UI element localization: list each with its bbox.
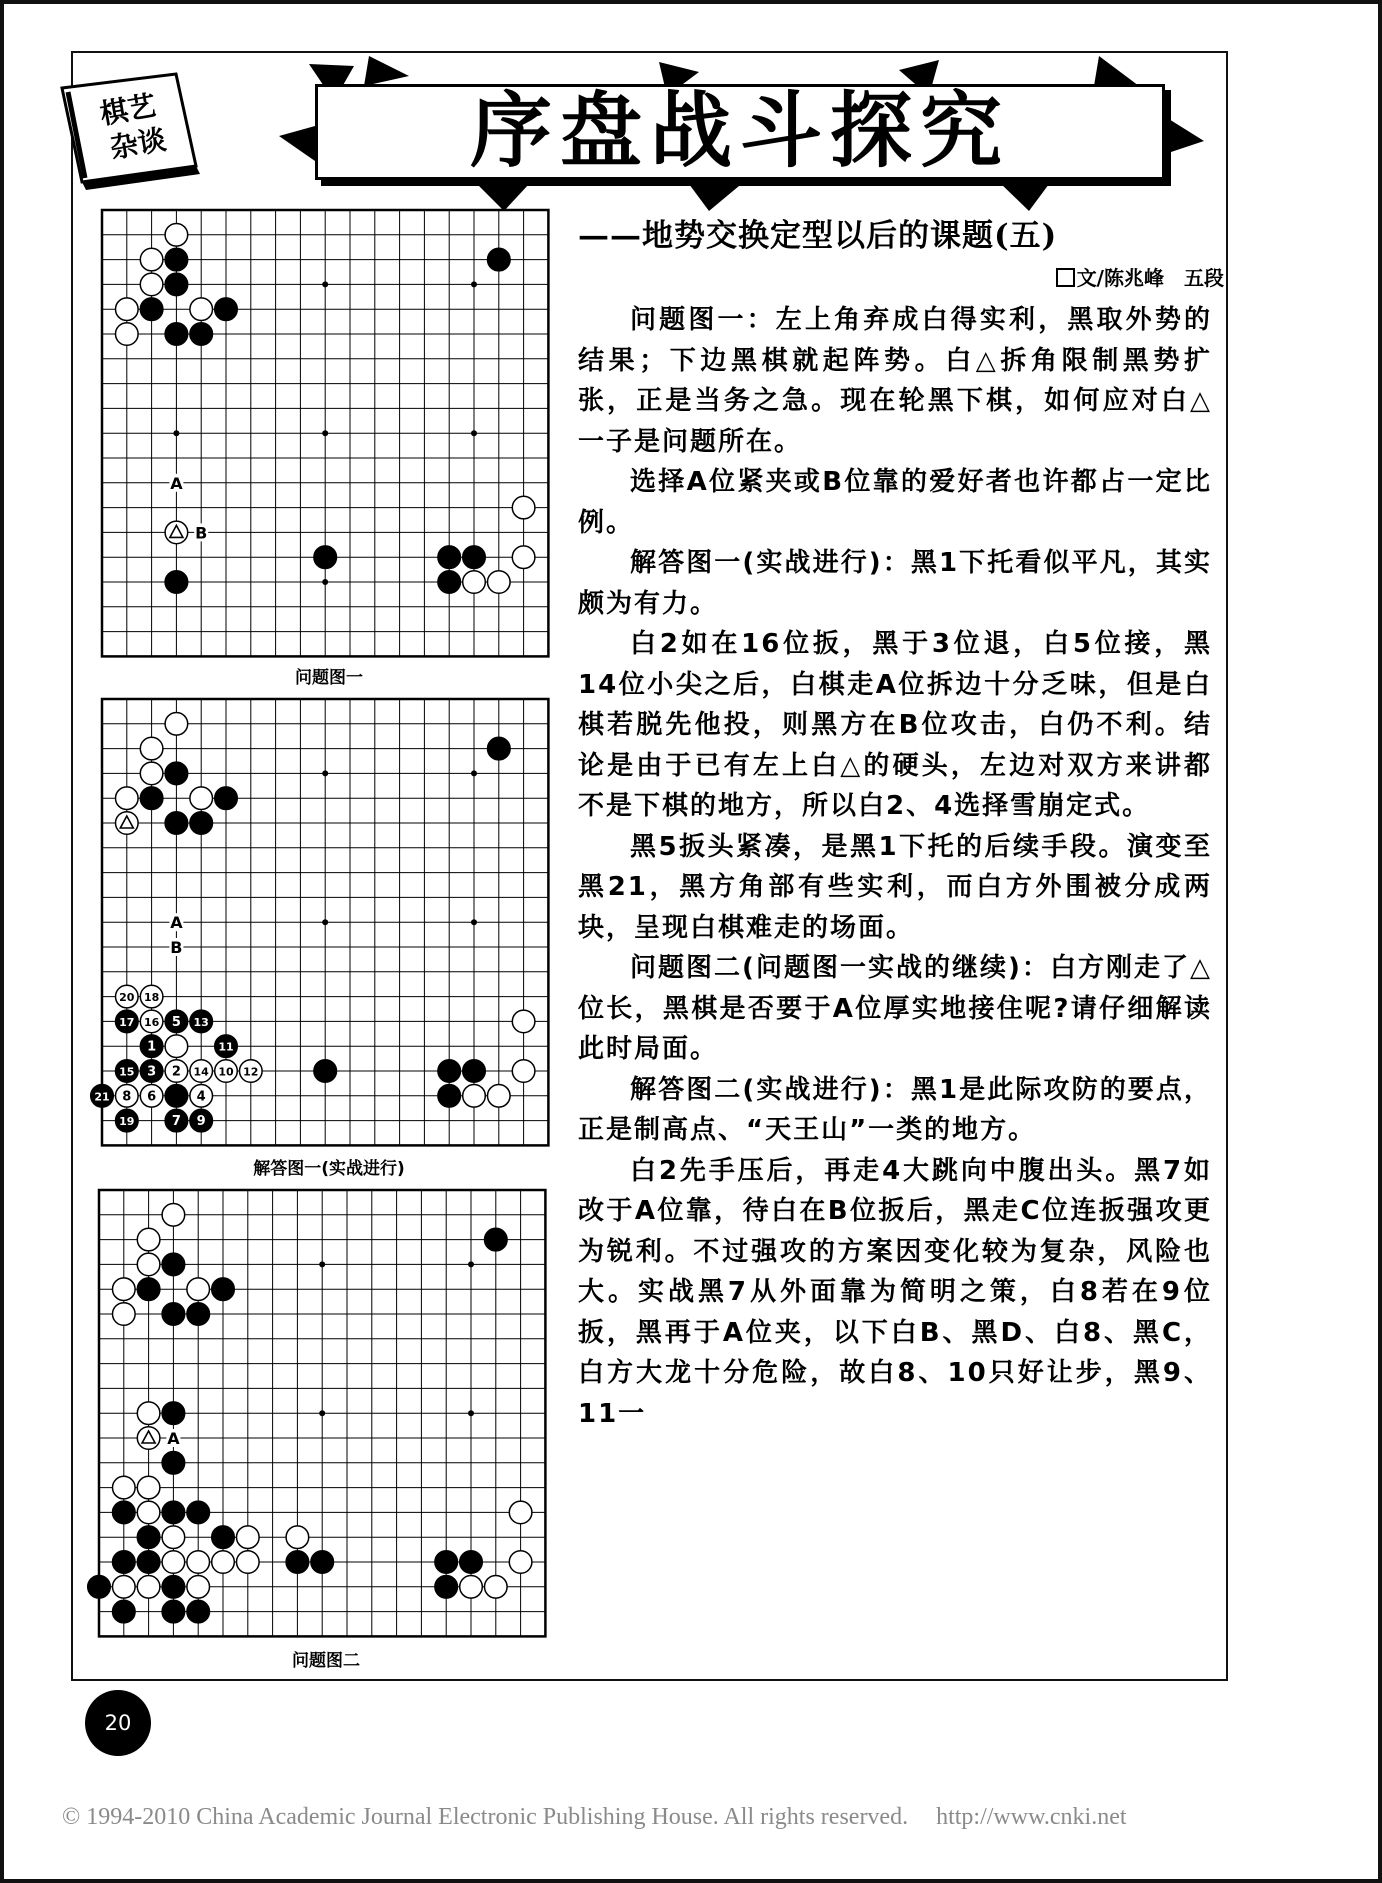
black-stone xyxy=(485,1228,508,1251)
star-point xyxy=(322,770,328,776)
move-number: 2 xyxy=(171,1064,181,1080)
article-paragraph: 选择A位紧夹或B位靠的爱好者也许都占一定比例。 xyxy=(578,467,1212,538)
move-number: 8 xyxy=(122,1089,132,1105)
black-stone xyxy=(438,1085,461,1108)
white-stone xyxy=(187,1551,210,1574)
star-point xyxy=(322,579,328,585)
black-stone xyxy=(187,1501,210,1524)
black-stone xyxy=(314,1060,337,1083)
move-number: 10 xyxy=(218,1065,234,1079)
black-stone xyxy=(187,1303,210,1326)
white-stone xyxy=(509,1551,532,1574)
point-label: B xyxy=(170,938,183,957)
white-stone xyxy=(137,1576,160,1599)
black-stone xyxy=(435,1576,458,1599)
white-stone xyxy=(187,1576,210,1599)
black-stone xyxy=(438,1060,461,1083)
white-stone xyxy=(460,1576,483,1599)
move-number: 9 xyxy=(196,1114,206,1130)
black-stone xyxy=(311,1551,334,1574)
black-stone xyxy=(162,1402,185,1425)
move-number: 14 xyxy=(193,1065,209,1079)
title-banner xyxy=(279,56,1209,211)
move-number: 18 xyxy=(143,991,160,1005)
white-stone xyxy=(140,273,163,296)
white-stone xyxy=(116,323,139,346)
move-number: 5 xyxy=(171,1014,181,1030)
white-stone xyxy=(488,571,511,594)
star-point xyxy=(471,430,477,436)
black-stone xyxy=(162,1501,185,1524)
white-stone xyxy=(140,248,163,271)
white-stone xyxy=(116,298,139,321)
black-stone xyxy=(165,248,188,271)
black-stone xyxy=(162,1452,185,1475)
board-caption-2: 解答图一(实战进行) xyxy=(253,1159,405,1179)
byline xyxy=(1014,262,1224,291)
white-stone xyxy=(212,1551,235,1574)
black-stone xyxy=(137,1278,160,1301)
black-stone xyxy=(140,787,163,810)
star-point xyxy=(322,430,328,436)
move-number: 20 xyxy=(119,991,135,1005)
star-point xyxy=(319,1410,325,1416)
go-board-1 xyxy=(99,207,559,662)
article-paragraph: 解答图一(实战进行)：黑1下托看似平凡，其实颇为有力。 xyxy=(578,548,1212,619)
white-stone xyxy=(137,1228,160,1251)
move-number: 12 xyxy=(243,1065,259,1079)
white-stone xyxy=(137,1501,160,1524)
black-stone xyxy=(212,1278,235,1301)
star-point xyxy=(468,1261,474,1267)
subtitle: ——地势交换定型以后的课题(五) xyxy=(578,218,1058,254)
star-point xyxy=(471,919,477,925)
white-stone xyxy=(237,1526,260,1549)
black-stone xyxy=(463,546,486,569)
white-stone xyxy=(488,1085,511,1108)
board-caption-3: 问题图二 xyxy=(292,1651,360,1671)
black-stone xyxy=(162,1253,185,1276)
svg-text:杂谈: 杂谈 xyxy=(107,122,169,165)
board-caption-1: 问题图一 xyxy=(295,668,363,688)
move-number: 1 xyxy=(147,1039,157,1055)
point-label: A xyxy=(170,913,183,933)
white-stone xyxy=(463,571,486,594)
black-stone xyxy=(314,546,337,569)
move-number: 11 xyxy=(218,1040,234,1054)
title-box xyxy=(315,84,1165,180)
star-point xyxy=(322,281,328,287)
point-label: A xyxy=(167,1429,180,1448)
white-stone xyxy=(165,224,188,247)
star-point xyxy=(471,281,477,287)
footer xyxy=(62,1804,1312,1831)
move-number: 16 xyxy=(143,1015,160,1029)
white-stone xyxy=(512,546,535,569)
black-stone xyxy=(113,1501,136,1524)
white-stone xyxy=(113,1576,136,1599)
white-stone xyxy=(237,1551,260,1574)
move-number: 21 xyxy=(94,1090,110,1104)
star-point xyxy=(468,1410,474,1416)
go-board-3 xyxy=(96,1187,556,1642)
white-stone xyxy=(286,1526,309,1549)
page-title: 序盘战斗探究 xyxy=(469,84,1010,179)
white-stone xyxy=(485,1576,508,1599)
black-stone xyxy=(488,248,511,271)
article-paragraph: 问题图一：左上角弃成白得实利，黑取外势的结果；下边黑棋就起阵势。白△拆角限制黑势扩张，正是当务之急。现在轮黑下棋，如何应对白△一子是问题所在。 xyxy=(578,305,1212,457)
black-stone xyxy=(140,298,163,321)
white-stone xyxy=(509,1501,532,1524)
black-stone xyxy=(215,298,238,321)
white-stone xyxy=(137,1402,160,1425)
move-number: 4 xyxy=(196,1089,206,1105)
black-stone xyxy=(190,323,213,346)
go-board-diagram xyxy=(94,696,559,1151)
white-stone xyxy=(190,298,213,321)
white-stone xyxy=(187,1278,210,1301)
byline-text: 文/陈兆峰 五段 xyxy=(1076,266,1224,290)
black-stone xyxy=(438,546,461,569)
black-stone xyxy=(460,1551,483,1574)
move-number: 6 xyxy=(147,1089,157,1105)
black-stone xyxy=(88,1576,111,1599)
move-number: 7 xyxy=(171,1114,181,1130)
black-stone xyxy=(488,737,511,760)
black-stone xyxy=(162,1600,185,1623)
go-board-diagram xyxy=(96,1187,556,1642)
article-paragraph: 问题图二(问题图一实战的继续)：白方刚走了△位长，黑棋是否要于A位厚实地接住呢?请仔细解读此时局面。 xyxy=(578,953,1212,1064)
white-stone xyxy=(165,713,188,736)
black-stone xyxy=(212,1526,235,1549)
white-stone xyxy=(512,496,535,519)
white-stone xyxy=(162,1204,185,1227)
black-stone xyxy=(165,273,188,296)
black-stone xyxy=(286,1551,309,1574)
move-number: 15 xyxy=(119,1065,135,1079)
black-stone xyxy=(162,1576,185,1599)
point-label: B xyxy=(195,523,208,543)
black-stone xyxy=(165,323,188,346)
footer-url[interactable]: http://www.cnki.net xyxy=(936,1804,1127,1830)
book-logo-icon xyxy=(54,70,206,192)
page-number: 20 xyxy=(85,1690,151,1756)
white-stone xyxy=(113,1278,136,1301)
black-stone xyxy=(162,1303,185,1326)
black-stone xyxy=(113,1551,136,1574)
black-stone xyxy=(165,1085,188,1108)
white-stone xyxy=(463,1085,486,1108)
white-stone xyxy=(137,1253,160,1276)
white-stone xyxy=(512,1010,535,1033)
box-icon xyxy=(1056,268,1075,287)
white-stone xyxy=(165,1035,188,1058)
white-stone xyxy=(162,1526,185,1549)
star-point xyxy=(471,770,477,776)
white-stone xyxy=(113,1303,136,1326)
black-stone xyxy=(187,1600,210,1623)
star-point xyxy=(322,919,328,925)
white-stone xyxy=(162,1551,185,1574)
star-point xyxy=(173,430,179,436)
article-paragraph: 白2如在16位扳，黑于3位退，白5位接，黑14位小尖之后，白棋走A位拆边十分乏味，但是白棋若脱先他投，则黑方在B位攻击，白仍不利。结论是由于已有左上白△的硬头，左边对双方来讲都不是下棋的地方，所以白2、4选择雪崩定式。 xyxy=(578,629,1212,821)
svg-text:棋艺: 棋艺 xyxy=(97,88,159,131)
article-paragraph: 解答图二(实战进行)：黑1是此际攻防的要点，正是制高点、“天王山”一类的地方。 xyxy=(578,1074,1212,1145)
go-board-2 xyxy=(94,696,559,1151)
black-stone xyxy=(463,1060,486,1083)
move-number: 19 xyxy=(119,1115,135,1129)
black-stone xyxy=(137,1526,160,1549)
black-stone xyxy=(438,571,461,594)
go-board-diagram xyxy=(99,207,559,662)
article-paragraph: 白2先手压后，再走4大跳向中腹出头。黑7如改于A位靠，待白在B位扳后，黑走C位连扳强攻更为锐利。不过强攻的方案因变化较为复杂，风险也大。实战黑7从外面靠为简明之策，白8若在9位扳，黑再于A位夹，以下白B、黑D、白8、黑C，白方大龙十分危险，故白8、10只好让步，黑9、11一 xyxy=(578,1155,1212,1429)
point-label: A xyxy=(170,473,183,493)
white-stone xyxy=(140,737,163,760)
black-stone xyxy=(137,1551,160,1574)
black-stone xyxy=(165,762,188,785)
move-number: 13 xyxy=(193,1015,209,1029)
article-paragraph: 黑5扳头紧凑，是黑1下托的后续手段。演变至黑21，黑方角部有些实利，而白方外围被分成两块，呈现白棋难走的场面。 xyxy=(578,831,1212,943)
move-number: 17 xyxy=(119,1015,135,1029)
white-stone xyxy=(190,787,213,810)
copyright-text: © 1994-2010 China Academic Journal Electronic Publishing House. All rights reserved. xyxy=(62,1804,909,1830)
star-point xyxy=(319,1261,325,1267)
black-stone xyxy=(113,1600,136,1623)
white-stone xyxy=(116,787,139,810)
move-number: 3 xyxy=(147,1064,157,1080)
black-stone xyxy=(190,812,213,835)
black-stone xyxy=(165,571,188,594)
black-stone xyxy=(215,787,238,810)
white-stone xyxy=(512,1060,535,1083)
article-body xyxy=(578,300,1212,1434)
black-stone xyxy=(435,1551,458,1574)
white-stone xyxy=(113,1476,136,1499)
black-stone xyxy=(165,812,188,835)
white-stone xyxy=(140,762,163,785)
white-stone xyxy=(137,1476,160,1499)
